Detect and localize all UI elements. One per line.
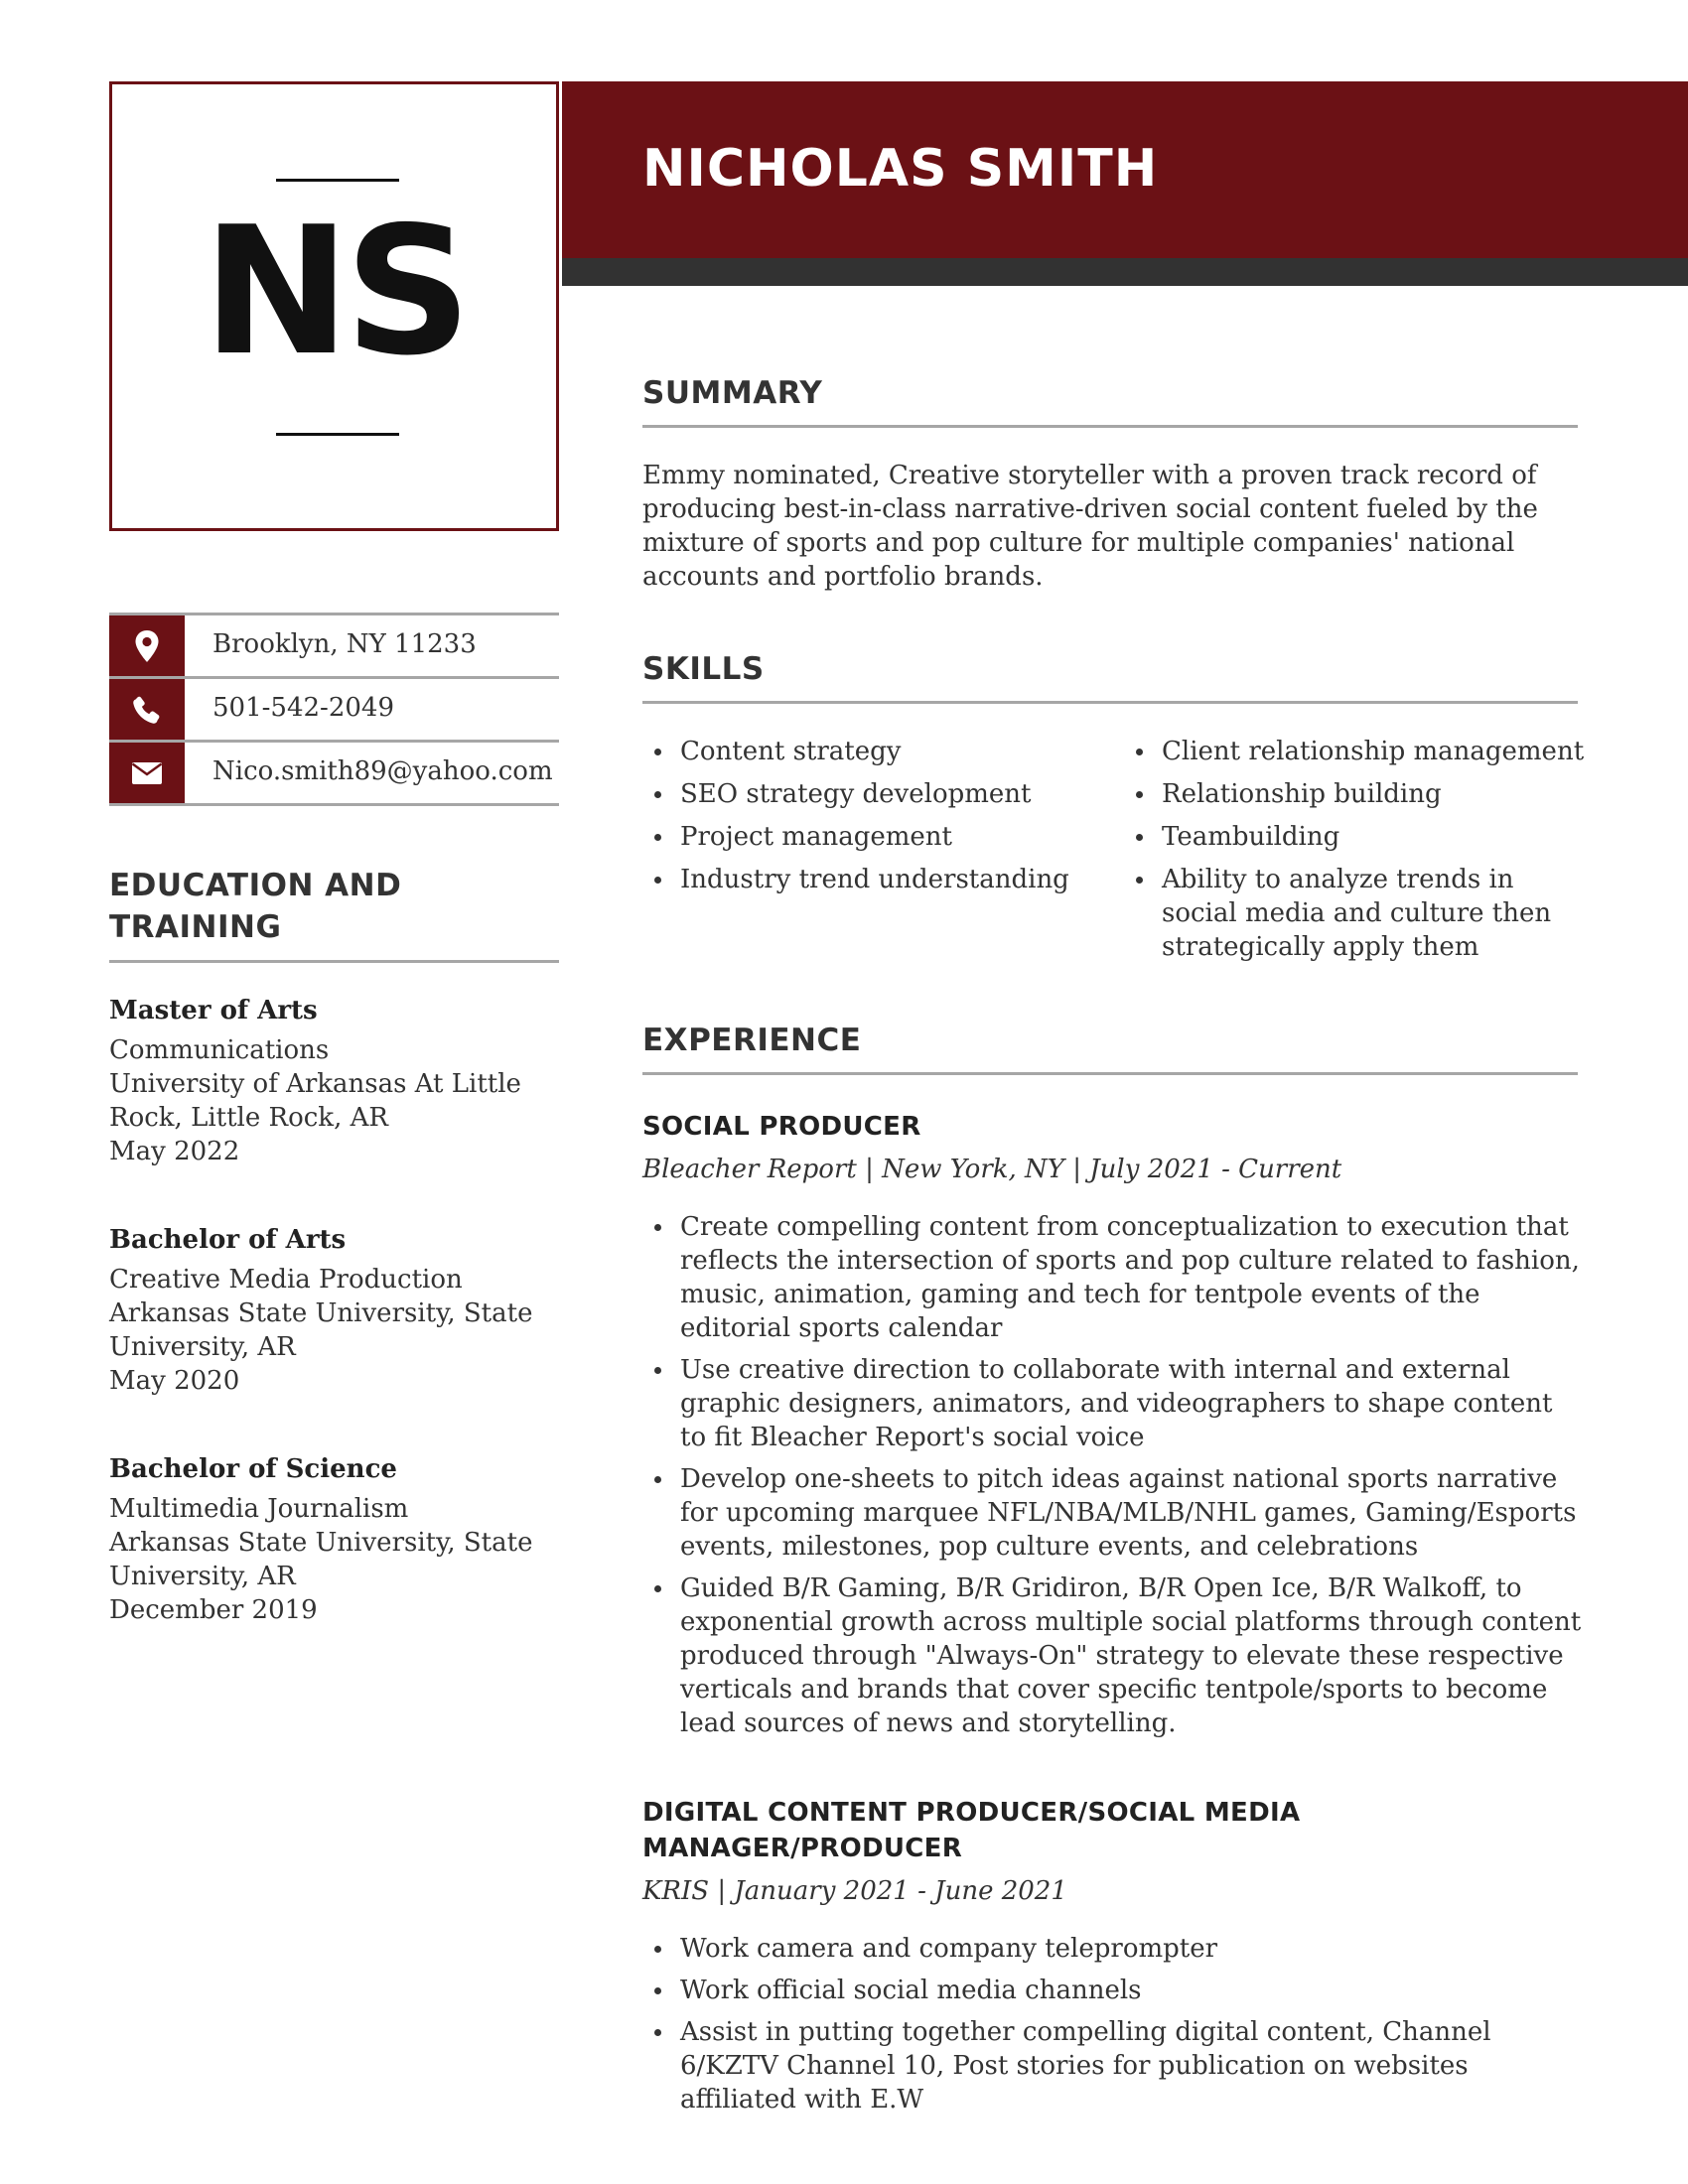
education-heading-line1: EDUCATION AND	[109, 868, 402, 903]
job-title-line1: DIGITAL CONTENT PRODUCER/SOCIAL MEDIA	[642, 1798, 1301, 1828]
skill-item: Content strategy	[642, 735, 1119, 768]
experience-heading: EXPERIENCE	[642, 1023, 862, 1058]
job-bullet: Use creative direction to collaborate with internal and external graphic designers, animators, and videographers to shape content to fit Bleacher Report's social voice	[642, 1353, 1586, 1454]
location-pin-icon	[109, 615, 185, 676]
skill-item: SEO strategy development	[642, 777, 1119, 811]
job-bullet: Assist in putting together compelling digital content, Channel 6/KZTV Channel 10, Post stories for publication on websites affiliated with E.W	[642, 2015, 1586, 2116]
skill-item: Teambuilding	[1124, 820, 1586, 854]
job-bullet: Guided B/R Gaming, B/R Gridiron, B/R Open Ice, B/R Walkoff, to exponential growth across multiple social platforms through content produced through "Always-On" strategy to elevate these respective verticals and brands that cover specific tentpole/sports to become lead sources of news and storytelling.	[642, 1571, 1586, 1740]
job-bullet: Create compelling content from conceptualization to execution that reflects the intersection of sports and pop culture related to fashion, music, animation, gaming and tech for tentpole events of the editorial sports calendar	[642, 1210, 1586, 1345]
skill-item: Industry trend understanding	[642, 863, 1119, 896]
skills-list-right	[1124, 735, 1586, 973]
degree-title: Bachelor of Arts	[109, 1225, 347, 1255]
job-meta: Bleacher Report | New York, NY | July 2021 - Current	[642, 1155, 1342, 1184]
job-bullet: Develop one-sheets to pitch ideas against national sports narrative for upcoming marquee NFL/NBA/MLB/NHL games, Gaming/Esports events, milestones, pop culture events, and celebrations	[642, 1462, 1586, 1564]
contact-phone: 501-542-2049	[212, 693, 394, 723]
envelope-icon	[109, 743, 185, 803]
education-heading	[109, 865, 401, 948]
degree-title: Bachelor of Science	[109, 1454, 397, 1484]
contact-row-address	[109, 613, 559, 676]
summary-heading: SUMMARY	[642, 375, 823, 411]
skills-rule	[642, 701, 1578, 704]
skill-item: Client relationship management	[1124, 735, 1586, 768]
monogram-top-rule	[276, 179, 399, 182]
degree-school: University of Arkansas At Little	[109, 1069, 521, 1099]
contact-block	[109, 613, 559, 806]
degree-title: Master of Arts	[109, 996, 318, 1025]
candidate-name: NICHOLAS SMITH	[642, 139, 1159, 199]
skill-item: Project management	[642, 820, 1119, 854]
contact-email-link[interactable]: Nico.smith89@yahoo.com	[212, 756, 553, 786]
degree-date: December 2019	[109, 1595, 318, 1625]
education-item	[109, 1223, 559, 1398]
degree-school: Arkansas State University, State	[109, 1528, 533, 1558]
contact-row-phone	[109, 676, 559, 740]
degree-field: Creative Media Production	[109, 1265, 463, 1295]
contact-row-email	[109, 740, 559, 806]
education-item	[109, 994, 559, 1168]
education-item	[109, 1452, 559, 1627]
job-bullet: Work official social media channels	[642, 1974, 1586, 2007]
monogram-initials: NS	[202, 189, 467, 394]
skill-item: Ability to analyze trends in social media and culture then strategically apply them	[1124, 863, 1586, 964]
skill-item: Relationship building	[1124, 777, 1586, 811]
degree-school-location: University, AR	[109, 1562, 296, 1591]
job-title	[642, 1795, 1300, 1866]
degree-school: Arkansas State University, State	[109, 1298, 533, 1328]
job-bullet: Work camera and company teleprompter	[642, 1932, 1586, 1966]
degree-date: May 2022	[109, 1137, 240, 1166]
skills-heading: SKILLS	[642, 651, 765, 687]
degree-school-location: Rock, Little Rock, AR	[109, 1103, 388, 1133]
contact-address: Brooklyn, NY 11233	[212, 629, 477, 659]
job-bullets	[642, 1932, 1586, 2124]
degree-school-location: University, AR	[109, 1332, 296, 1362]
monogram-bottom-rule	[276, 433, 399, 436]
skills-list-left	[642, 735, 1119, 905]
job-title-line2: MANAGER/PRODUCER	[642, 1834, 963, 1863]
header-dark-strip	[562, 258, 1688, 286]
phone-icon	[109, 679, 185, 740]
job-title: SOCIAL PRODUCER	[642, 1112, 921, 1142]
degree-field: Multimedia Journalism	[109, 1494, 409, 1524]
degree-date: May 2020	[109, 1366, 240, 1396]
education-heading-line2: TRAINING	[109, 909, 282, 945]
experience-rule	[642, 1072, 1578, 1075]
monogram-box	[109, 81, 559, 531]
degree-field: Communications	[109, 1035, 330, 1065]
summary-text: Emmy nominated, Creative storyteller with a proven track record of producing best-in-class narrative-driven social content fueled by the mixture of sports and pop culture for multiple companies' national accounts and portfolio brands.	[642, 461, 1538, 592]
job-bullets	[642, 1210, 1586, 1748]
job-meta: KRIS | January 2021 - June 2021	[642, 1876, 1067, 1906]
summary-rule	[642, 425, 1578, 428]
education-rule	[109, 960, 559, 963]
